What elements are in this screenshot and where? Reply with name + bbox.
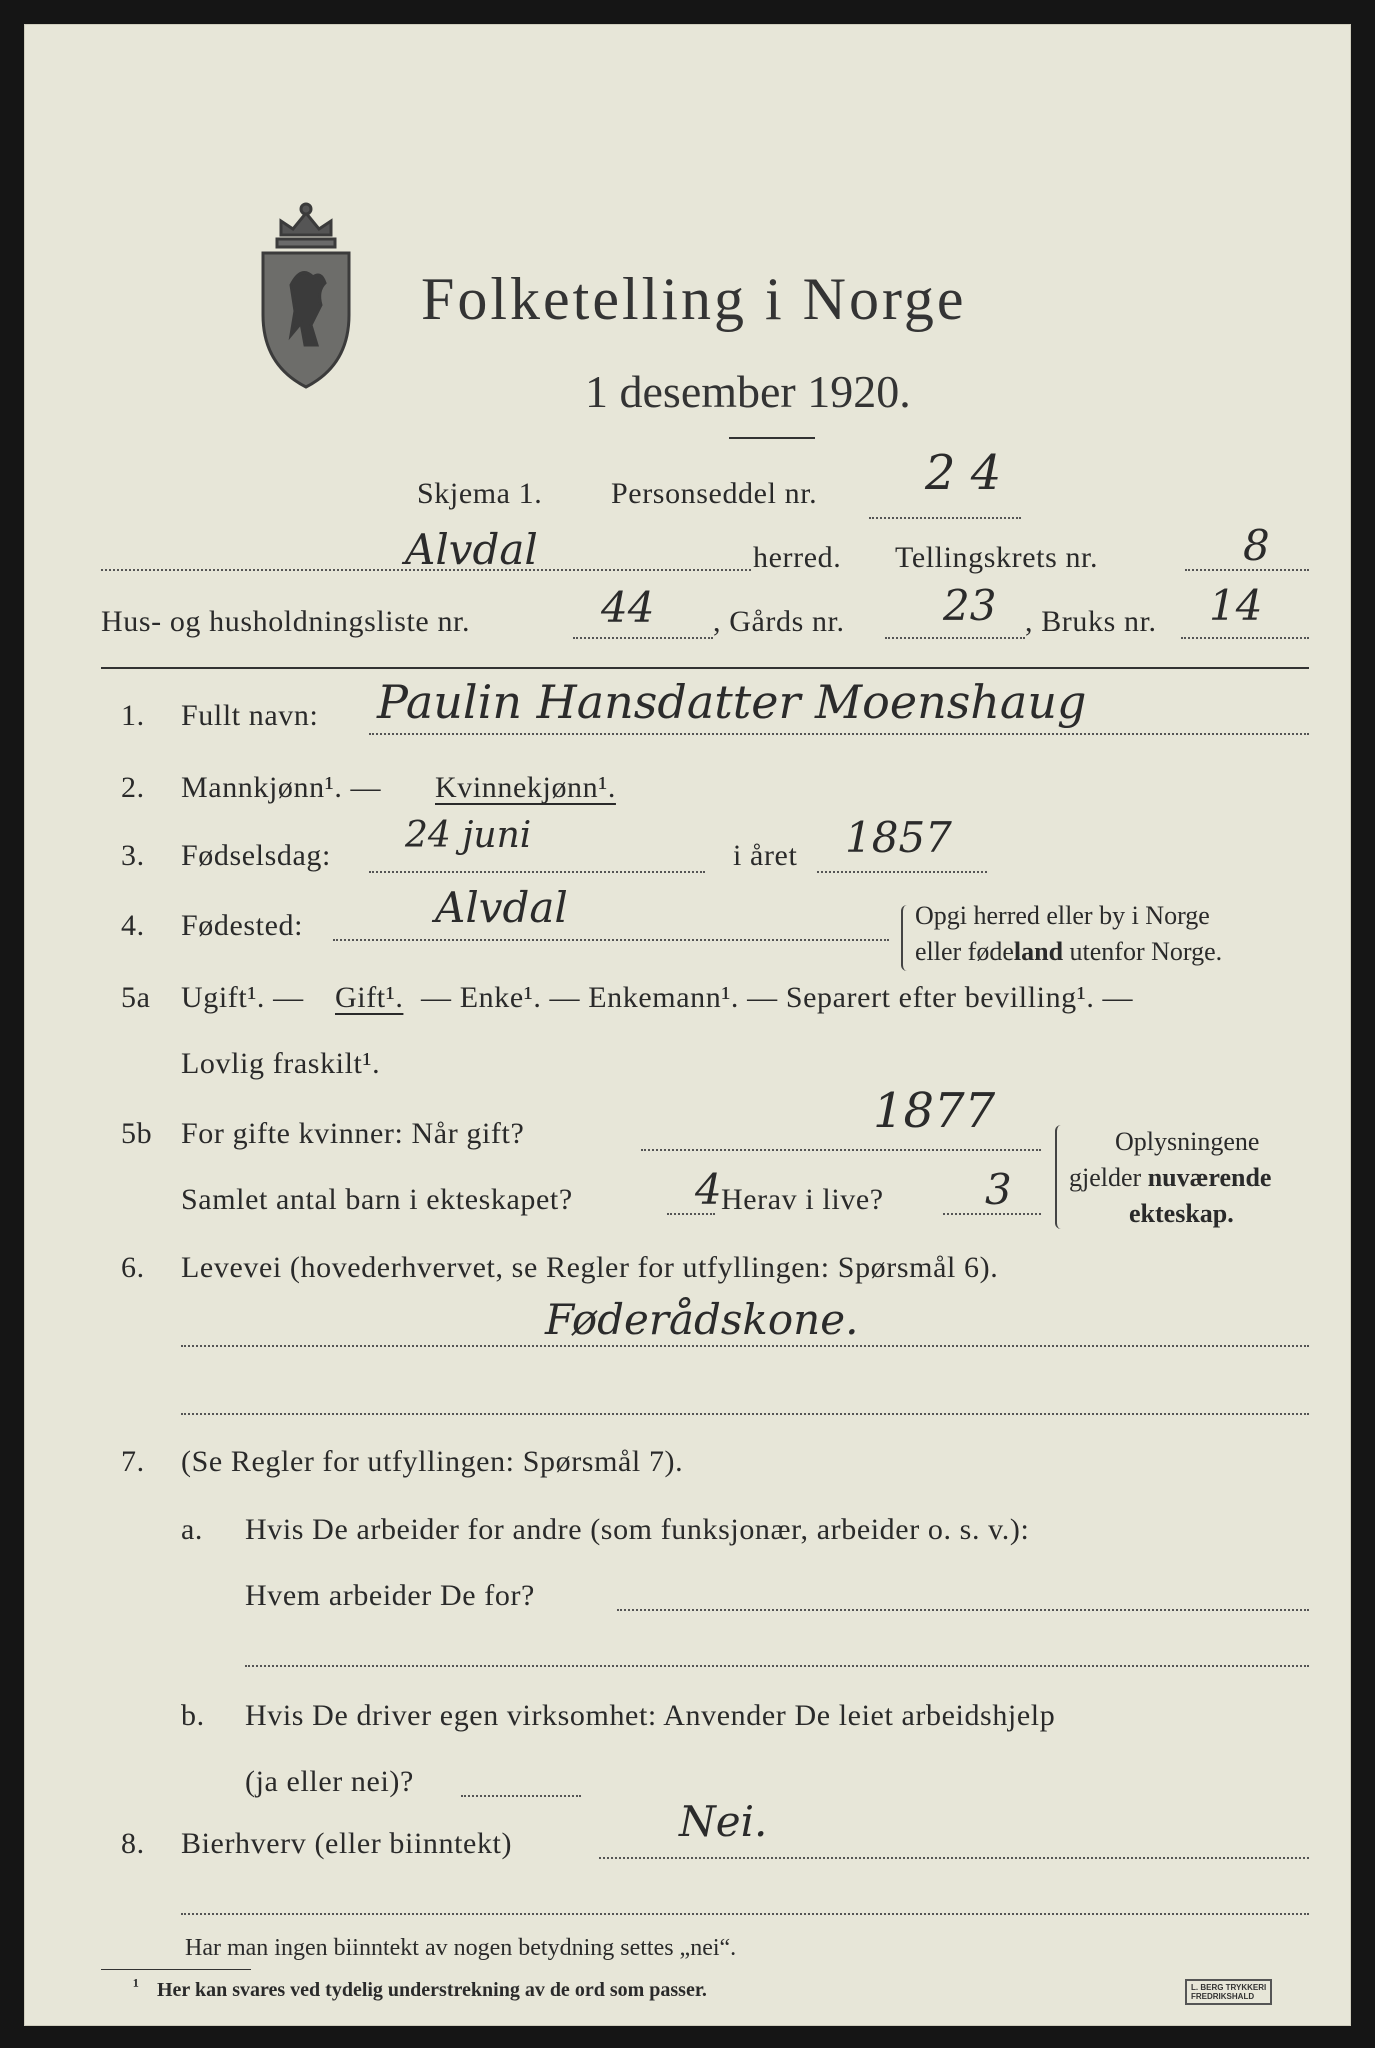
footnote-mark: ¹ [133, 1975, 139, 1997]
q4-hint-line2: eller fødeland utenfor Norge. [915, 937, 1223, 966]
q3-number: 3. [121, 839, 145, 872]
husliste-line [573, 637, 713, 639]
married-year-line [641, 1149, 1041, 1151]
birthplace-value[interactable]: Alvdal [435, 883, 568, 932]
alive-label: Herav i live? [721, 1183, 884, 1216]
unmarried-option[interactable]: Ugift¹. — [181, 981, 304, 1014]
q7-label: (Se Regler for utfyllingen: Spørsmål 7). [181, 1445, 684, 1478]
form-title: Folketelling i Norge [421, 266, 967, 332]
employer-line-2[interactable] [245, 1665, 1309, 1667]
q6-label: Levevei (hovederhvervet, se Regler for utfyllingen: Spørsmål 6). [181, 1251, 999, 1284]
q7a-question: Hvem arbeider De for? [245, 1579, 535, 1612]
divorced-option[interactable]: Lovlig fraskilt¹. [181, 1047, 381, 1080]
q1-number: 1. [121, 699, 145, 732]
q5a-number: 5a [121, 981, 151, 1014]
gards-label: , Gårds nr. [713, 605, 845, 638]
side-income-line [599, 1857, 1309, 1859]
occupation-line-2 [181, 1413, 1309, 1415]
q4-number: 4. [121, 909, 145, 942]
bruks-line [1181, 637, 1309, 639]
census-form-page [24, 24, 1351, 2026]
female-option[interactable]: Kvinnekjønn¹. [435, 771, 616, 804]
q3-label: Fødselsdag: [181, 839, 331, 872]
footnote-text: Her kan svares ved tydelig understrekning av de ord som passer. [157, 1979, 707, 2001]
employer-line-1[interactable] [617, 1609, 1309, 1611]
personseddel-value[interactable]: 2 4 [925, 445, 1002, 501]
gards-value[interactable]: 23 [943, 581, 997, 630]
q5b-label: For gifte kvinner: Når gift? [181, 1117, 525, 1150]
side-income-line-2 [181, 1913, 1309, 1915]
q7b-question: (ja eller nei)? [245, 1765, 414, 1798]
q5b-brace [1055, 1125, 1067, 1229]
hired-help-line[interactable] [461, 1795, 581, 1797]
q5b-hint-line1: Oplysningene [1115, 1127, 1260, 1156]
printer-stamp: L. BERG TRYKKERI FREDRIKSHALD [1185, 1979, 1272, 2005]
husliste-label: Hus- og husholdningsliste nr. [101, 605, 471, 638]
q7b-number: b. [181, 1699, 205, 1732]
personseddel-line [869, 517, 1021, 519]
side-income-value[interactable]: Nei. [679, 1797, 768, 1846]
q7a-text: Hvis De arbeider for andre (som funksjonær, arbeider o. s. v.): [245, 1513, 1030, 1546]
q7a-number: a. [181, 1513, 204, 1546]
married-option[interactable]: Gift¹. [335, 981, 404, 1014]
q8-number: 8. [121, 1827, 145, 1860]
title-divider [729, 437, 815, 439]
birthplace-line [333, 939, 889, 941]
birthday-line [369, 871, 705, 873]
q4-brace [901, 905, 913, 971]
coat-of-arms-icon [251, 195, 361, 395]
q6-number: 6. [121, 1251, 145, 1284]
q8-label: Bierhverv (eller biinntekt) [181, 1827, 513, 1860]
gards-line [885, 637, 1025, 639]
census-date: 1 desember 1920. [585, 366, 911, 417]
q7b-text: Hvis De driver egen virksomhet: Anvender De leiet arbeidshjelp [245, 1699, 1056, 1732]
herred-label: herred. [753, 541, 842, 574]
footnote-divider [101, 1969, 251, 1970]
herred-value[interactable]: Alvdal [405, 525, 538, 574]
q2-number: 2. [121, 771, 145, 804]
husliste-value[interactable]: 44 [601, 583, 655, 632]
alive-value[interactable]: 3 [985, 1165, 1012, 1214]
skjema-label: Skjema 1. [417, 477, 543, 510]
tellingskrets-value[interactable]: 8 [1243, 521, 1270, 570]
q5b-hint-line2: gjelder nuværende [1069, 1163, 1272, 1192]
year-label: i året [733, 839, 798, 872]
marital-other-options[interactable]: — Enke¹. — Enkemann¹. — Separert efter bevilling¹. — [421, 981, 1134, 1014]
q1-line [369, 733, 1309, 735]
occupation-value[interactable]: Føderådskone. [545, 1295, 859, 1344]
bruks-label: , Bruks nr. [1025, 605, 1157, 638]
q5b-hint-line3: ekteskap. [1129, 1199, 1234, 1228]
birthday-value[interactable]: 24 juni [405, 815, 532, 856]
bruks-value[interactable]: 14 [1209, 581, 1263, 630]
q7-number: 7. [121, 1445, 145, 1478]
q4-label: Fødested: [181, 909, 304, 942]
birth-year-value[interactable]: 1857 [845, 813, 952, 862]
occupation-line-1 [181, 1345, 1309, 1347]
q4-hint-line1: Opgi herred eller by i Norge [915, 901, 1210, 930]
male-option[interactable]: Mannkjønn¹. — [181, 771, 382, 804]
married-year-value[interactable]: 1877 [873, 1083, 996, 1139]
header-divider [101, 667, 1309, 669]
q5b-number: 5b [121, 1117, 153, 1150]
personseddel-label: Personseddel nr. [611, 477, 818, 510]
birth-year-line [817, 871, 987, 873]
children-value[interactable]: 4 [695, 1165, 722, 1214]
tellingskrets-label: Tellingskrets nr. [895, 541, 1099, 574]
children-label: Samlet antal barn i ekteskapet? [181, 1183, 573, 1216]
q1-label: Fullt navn: [181, 699, 319, 732]
no-income-note: Har man ingen biinntekt av nogen betydning settes „nei“. [185, 1935, 737, 1961]
full-name-value[interactable]: Paulin Hansdatter Moenshaug [377, 675, 1087, 729]
